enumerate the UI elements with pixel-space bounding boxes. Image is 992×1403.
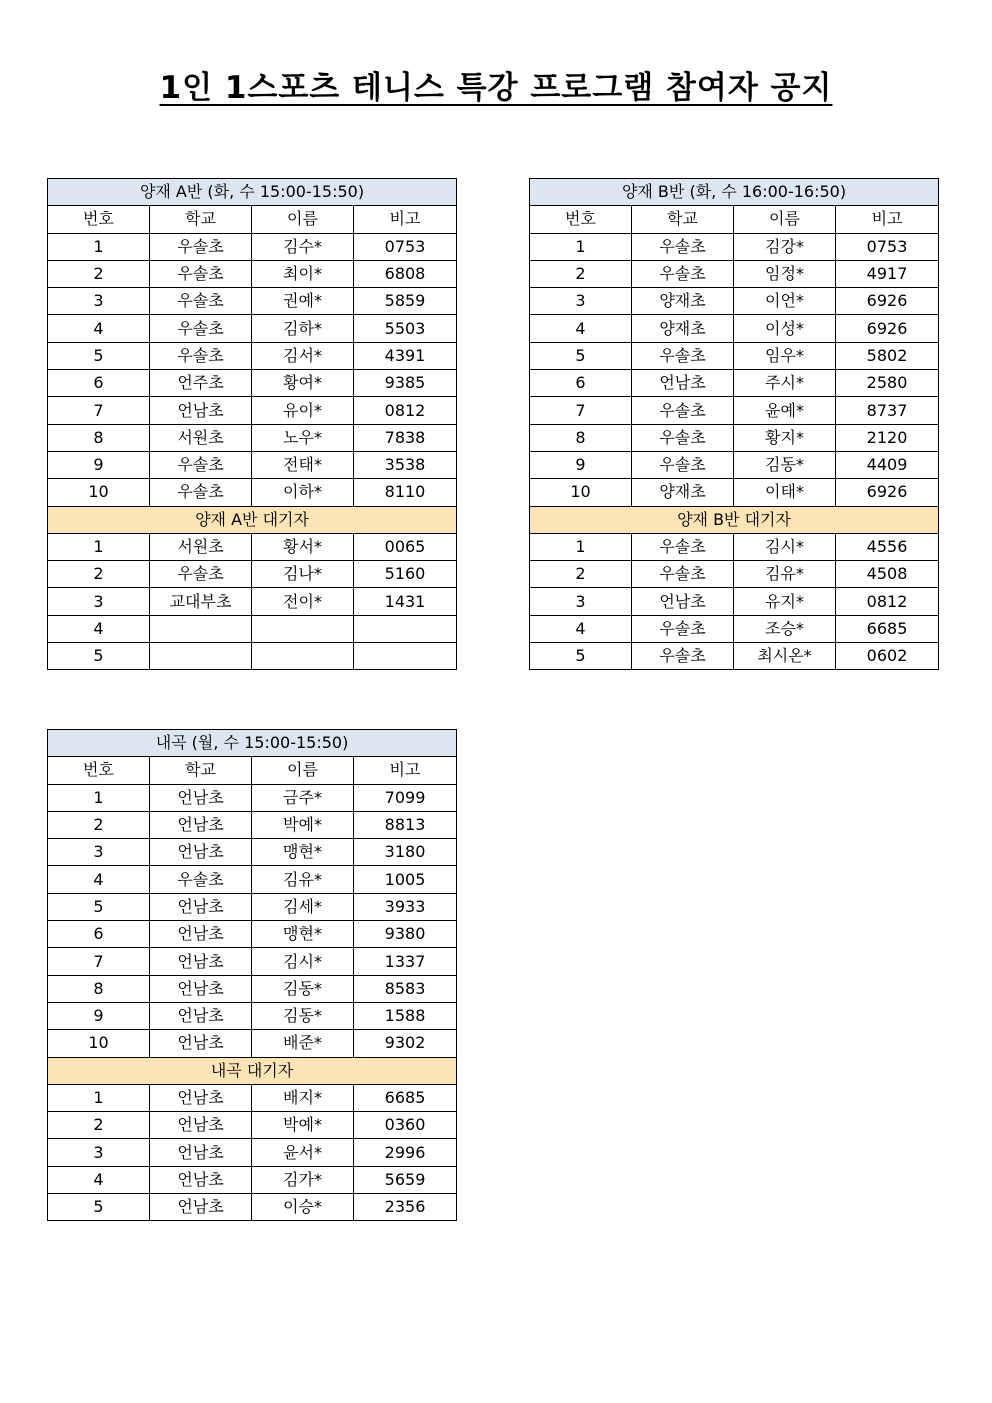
participant-row <box>530 260 939 287</box>
number-cell: 5 <box>48 342 150 369</box>
waitlist-row <box>530 615 939 642</box>
school-cell: 양재초 <box>632 479 734 506</box>
participant-row <box>48 1002 457 1029</box>
name-cell: 유지* <box>734 588 836 615</box>
school-cell: 언남초 <box>150 1084 252 1111</box>
class-table-yangjae-b <box>529 178 939 670</box>
school-cell: 언남초 <box>150 839 252 866</box>
column-header-number: 번호 <box>530 206 632 233</box>
waitlist-row <box>530 533 939 560</box>
participant-row <box>48 315 457 342</box>
number-cell: 3 <box>530 288 632 315</box>
number-cell: 4 <box>48 866 150 893</box>
participant-row <box>48 288 457 315</box>
number-cell: 8 <box>48 975 150 1002</box>
school-cell: 언남초 <box>632 588 734 615</box>
note-cell <box>354 643 457 670</box>
school-cell: 우솔초 <box>150 233 252 260</box>
school-cell: 서원초 <box>150 533 252 560</box>
note-cell: 4508 <box>836 561 939 588</box>
participant-row <box>48 893 457 920</box>
number-cell: 10 <box>48 479 150 506</box>
number-cell: 2 <box>48 811 150 838</box>
number-cell: 3 <box>530 588 632 615</box>
school-cell: 언남초 <box>150 1139 252 1166</box>
name-cell: 배지* <box>252 1084 354 1111</box>
table-title-row <box>48 730 457 757</box>
table-title: 양재 B반 (화, 수 16:00-16:50) <box>530 179 939 206</box>
participant-row <box>530 397 939 424</box>
name-cell: 이성* <box>734 315 836 342</box>
table-title-row <box>48 179 457 206</box>
number-cell: 5 <box>530 643 632 670</box>
school-cell: 우솔초 <box>150 288 252 315</box>
note-cell: 6685 <box>354 1084 457 1111</box>
school-cell: 양재초 <box>632 315 734 342</box>
waitlist-row <box>48 1139 457 1166</box>
school-cell: 언남초 <box>150 948 252 975</box>
note-cell: 0602 <box>836 643 939 670</box>
number-cell: 2 <box>48 1112 150 1139</box>
school-cell: 언남초 <box>150 1030 252 1057</box>
school-cell: 우솔초 <box>150 451 252 478</box>
name-cell: 김시* <box>734 533 836 560</box>
number-cell: 10 <box>530 479 632 506</box>
note-cell: 8583 <box>354 975 457 1002</box>
name-cell: 김나* <box>252 561 354 588</box>
waitlist-row <box>48 1112 457 1139</box>
participant-row <box>48 260 457 287</box>
participant-row <box>530 315 939 342</box>
number-cell: 4 <box>48 615 150 642</box>
participant-row <box>530 233 939 260</box>
waitlist-title-row <box>48 506 457 533</box>
column-header-school: 학교 <box>632 206 734 233</box>
note-cell: 1337 <box>354 948 457 975</box>
number-cell: 6 <box>48 370 150 397</box>
column-header-number: 번호 <box>48 206 150 233</box>
waitlist-row <box>48 1084 457 1111</box>
note-cell: 5859 <box>354 288 457 315</box>
number-cell: 5 <box>530 342 632 369</box>
note-cell <box>354 615 457 642</box>
note-cell: 9302 <box>354 1030 457 1057</box>
name-cell: 김유* <box>252 866 354 893</box>
school-cell: 우솔초 <box>632 260 734 287</box>
number-cell: 5 <box>48 1194 150 1221</box>
column-header-note: 비고 <box>354 206 457 233</box>
number-cell: 3 <box>48 1139 150 1166</box>
name-cell: 김수* <box>252 233 354 260</box>
name-cell: 이하* <box>252 479 354 506</box>
school-cell: 언주초 <box>150 370 252 397</box>
school-cell <box>150 643 252 670</box>
participant-row <box>48 479 457 506</box>
waitlist-title-row <box>530 506 939 533</box>
number-cell: 7 <box>530 397 632 424</box>
school-cell: 우솔초 <box>632 643 734 670</box>
participant-row <box>530 288 939 315</box>
school-cell: 언남초 <box>150 784 252 811</box>
school-cell: 우솔초 <box>150 479 252 506</box>
name-cell: 최시온* <box>734 643 836 670</box>
name-cell: 박예* <box>252 811 354 838</box>
school-cell: 언남초 <box>150 1194 252 1221</box>
note-cell: 7838 <box>354 424 457 451</box>
number-cell: 5 <box>48 893 150 920</box>
waitlist-row <box>48 615 457 642</box>
participant-row <box>48 342 457 369</box>
name-cell: 김동* <box>734 451 836 478</box>
name-cell: 임우* <box>734 342 836 369</box>
school-cell: 우솔초 <box>632 424 734 451</box>
school-cell: 우솔초 <box>150 866 252 893</box>
page-title-text: 1인 1스포츠 테니스 특강 프로그램 참여자 공지 <box>159 70 833 106</box>
participant-row <box>48 948 457 975</box>
number-cell: 2 <box>48 561 150 588</box>
name-cell: 조승* <box>734 615 836 642</box>
waitlist-title: 양재 A반 대기자 <box>48 506 457 533</box>
column-header-note: 비고 <box>354 757 457 784</box>
number-cell: 9 <box>530 451 632 478</box>
number-cell: 4 <box>48 1166 150 1193</box>
school-cell: 우솔초 <box>632 615 734 642</box>
number-cell: 10 <box>48 1030 150 1057</box>
school-cell: 우솔초 <box>632 561 734 588</box>
participant-row <box>48 784 457 811</box>
name-cell: 김가* <box>252 1166 354 1193</box>
note-cell: 0065 <box>354 533 457 560</box>
name-cell: 배준* <box>252 1030 354 1057</box>
name-cell: 전태* <box>252 451 354 478</box>
school-cell <box>150 615 252 642</box>
note-cell: 9380 <box>354 921 457 948</box>
name-cell: 김세* <box>252 893 354 920</box>
note-cell: 2996 <box>354 1139 457 1166</box>
name-cell: 박예* <box>252 1112 354 1139</box>
number-cell: 1 <box>48 1084 150 1111</box>
note-cell: 0753 <box>354 233 457 260</box>
note-cell: 6926 <box>836 479 939 506</box>
column-header-name: 이름 <box>734 206 836 233</box>
note-cell: 3933 <box>354 893 457 920</box>
number-cell: 3 <box>48 588 150 615</box>
participant-row <box>48 839 457 866</box>
participant-row <box>48 811 457 838</box>
school-cell: 언남초 <box>632 370 734 397</box>
name-cell: 주시* <box>734 370 836 397</box>
school-cell: 우솔초 <box>632 451 734 478</box>
school-cell: 언남초 <box>150 921 252 948</box>
waitlist-title-row <box>48 1057 457 1084</box>
waitlist-row <box>48 1166 457 1193</box>
waitlist-row <box>530 643 939 670</box>
note-cell: 0812 <box>836 588 939 615</box>
number-cell: 5 <box>48 643 150 670</box>
note-cell: 5802 <box>836 342 939 369</box>
note-cell: 3180 <box>354 839 457 866</box>
name-cell: 황여* <box>252 370 354 397</box>
participant-row <box>48 451 457 478</box>
name-cell: 김강* <box>734 233 836 260</box>
column-header-row <box>48 757 457 784</box>
note-cell: 7099 <box>354 784 457 811</box>
number-cell: 1 <box>48 784 150 811</box>
page-title <box>0 66 992 110</box>
name-cell: 최이* <box>252 260 354 287</box>
column-header-school: 학교 <box>150 757 252 784</box>
participant-row <box>48 921 457 948</box>
number-cell: 2 <box>48 260 150 287</box>
school-cell: 언남초 <box>150 893 252 920</box>
participant-row <box>530 342 939 369</box>
note-cell: 4556 <box>836 533 939 560</box>
note-cell: 1588 <box>354 1002 457 1029</box>
note-cell: 8813 <box>354 811 457 838</box>
participant-row <box>530 479 939 506</box>
name-cell: 전이* <box>252 588 354 615</box>
name-cell: 이언* <box>734 288 836 315</box>
school-cell: 우솔초 <box>150 315 252 342</box>
number-cell: 6 <box>530 370 632 397</box>
name-cell: 윤서* <box>252 1139 354 1166</box>
note-cell: 5160 <box>354 561 457 588</box>
number-cell: 7 <box>48 948 150 975</box>
participant-row <box>48 397 457 424</box>
name-cell: 노우* <box>252 424 354 451</box>
school-cell: 우솔초 <box>150 561 252 588</box>
participant-row <box>48 370 457 397</box>
number-cell: 8 <box>48 424 150 451</box>
school-cell: 우솔초 <box>632 342 734 369</box>
note-cell: 8110 <box>354 479 457 506</box>
note-cell: 1431 <box>354 588 457 615</box>
school-cell: 우솔초 <box>632 533 734 560</box>
participant-row <box>530 370 939 397</box>
waitlist-row <box>48 588 457 615</box>
column-header-number: 번호 <box>48 757 150 784</box>
school-cell: 언남초 <box>150 1112 252 1139</box>
note-cell: 4391 <box>354 342 457 369</box>
number-cell: 4 <box>530 615 632 642</box>
school-cell: 언남초 <box>150 1002 252 1029</box>
table-title: 내곡 (월, 수 15:00-15:50) <box>48 730 457 757</box>
number-cell: 3 <box>48 839 150 866</box>
school-cell: 교대부초 <box>150 588 252 615</box>
note-cell: 6926 <box>836 315 939 342</box>
number-cell: 2 <box>530 260 632 287</box>
number-cell: 7 <box>48 397 150 424</box>
waitlist-row <box>48 643 457 670</box>
note-cell: 1005 <box>354 866 457 893</box>
note-cell: 0360 <box>354 1112 457 1139</box>
note-cell: 2356 <box>354 1194 457 1221</box>
name-cell <box>252 643 354 670</box>
waitlist-row <box>48 1194 457 1221</box>
school-cell: 우솔초 <box>150 260 252 287</box>
name-cell: 김동* <box>252 1002 354 1029</box>
number-cell: 4 <box>530 315 632 342</box>
name-cell: 맹현* <box>252 839 354 866</box>
name-cell: 김서* <box>252 342 354 369</box>
waitlist-row <box>48 533 457 560</box>
participant-row <box>48 1030 457 1057</box>
participant-row <box>48 233 457 260</box>
school-cell: 우솔초 <box>632 397 734 424</box>
class-table-naegok <box>47 729 457 1221</box>
school-cell: 언남초 <box>150 975 252 1002</box>
column-header-school: 학교 <box>150 206 252 233</box>
name-cell: 유이* <box>252 397 354 424</box>
number-cell: 4 <box>48 315 150 342</box>
name-cell: 김유* <box>734 561 836 588</box>
number-cell: 1 <box>530 233 632 260</box>
number-cell: 6 <box>48 921 150 948</box>
waitlist-row <box>530 588 939 615</box>
number-cell: 1 <box>48 533 150 560</box>
column-header-name: 이름 <box>252 206 354 233</box>
school-cell: 언남초 <box>150 811 252 838</box>
school-cell: 우솔초 <box>150 342 252 369</box>
waitlist-row <box>530 561 939 588</box>
school-cell: 우솔초 <box>632 233 734 260</box>
note-cell: 8737 <box>836 397 939 424</box>
name-cell <box>252 615 354 642</box>
name-cell: 맹현* <box>252 921 354 948</box>
school-cell: 양재초 <box>632 288 734 315</box>
number-cell: 9 <box>48 1002 150 1029</box>
column-header-note: 비고 <box>836 206 939 233</box>
note-cell: 2120 <box>836 424 939 451</box>
note-cell: 4917 <box>836 260 939 287</box>
name-cell: 이태* <box>734 479 836 506</box>
column-header-row <box>48 206 457 233</box>
waitlist-row <box>48 561 457 588</box>
column-header-row <box>530 206 939 233</box>
name-cell: 김하* <box>252 315 354 342</box>
note-cell: 6808 <box>354 260 457 287</box>
school-cell: 언남초 <box>150 1166 252 1193</box>
name-cell: 임정* <box>734 260 836 287</box>
waitlist-title: 내곡 대기자 <box>48 1057 457 1084</box>
note-cell: 2580 <box>836 370 939 397</box>
school-cell: 서원초 <box>150 424 252 451</box>
name-cell: 윤예* <box>734 397 836 424</box>
name-cell: 권예* <box>252 288 354 315</box>
note-cell: 6685 <box>836 615 939 642</box>
participant-row <box>530 451 939 478</box>
participant-row <box>530 424 939 451</box>
number-cell: 3 <box>48 288 150 315</box>
participant-row <box>48 424 457 451</box>
waitlist-title: 양재 B반 대기자 <box>530 506 939 533</box>
school-cell: 언남초 <box>150 397 252 424</box>
note-cell: 0812 <box>354 397 457 424</box>
name-cell: 김동* <box>252 975 354 1002</box>
number-cell: 9 <box>48 451 150 478</box>
note-cell: 6926 <box>836 288 939 315</box>
number-cell: 2 <box>530 561 632 588</box>
note-cell: 3538 <box>354 451 457 478</box>
participant-row <box>48 975 457 1002</box>
note-cell: 0753 <box>836 233 939 260</box>
number-cell: 1 <box>530 533 632 560</box>
column-header-name: 이름 <box>252 757 354 784</box>
note-cell: 9385 <box>354 370 457 397</box>
table-title-row <box>530 179 939 206</box>
note-cell: 4409 <box>836 451 939 478</box>
number-cell: 8 <box>530 424 632 451</box>
name-cell: 이승* <box>252 1194 354 1221</box>
class-table-yangjae-a <box>47 178 457 670</box>
name-cell: 금주* <box>252 784 354 811</box>
table-title: 양재 A반 (화, 수 15:00-15:50) <box>48 179 457 206</box>
note-cell: 5503 <box>354 315 457 342</box>
number-cell: 1 <box>48 233 150 260</box>
name-cell: 황서* <box>252 533 354 560</box>
participant-row <box>48 866 457 893</box>
note-cell: 5659 <box>354 1166 457 1193</box>
name-cell: 황지* <box>734 424 836 451</box>
name-cell: 김시* <box>252 948 354 975</box>
